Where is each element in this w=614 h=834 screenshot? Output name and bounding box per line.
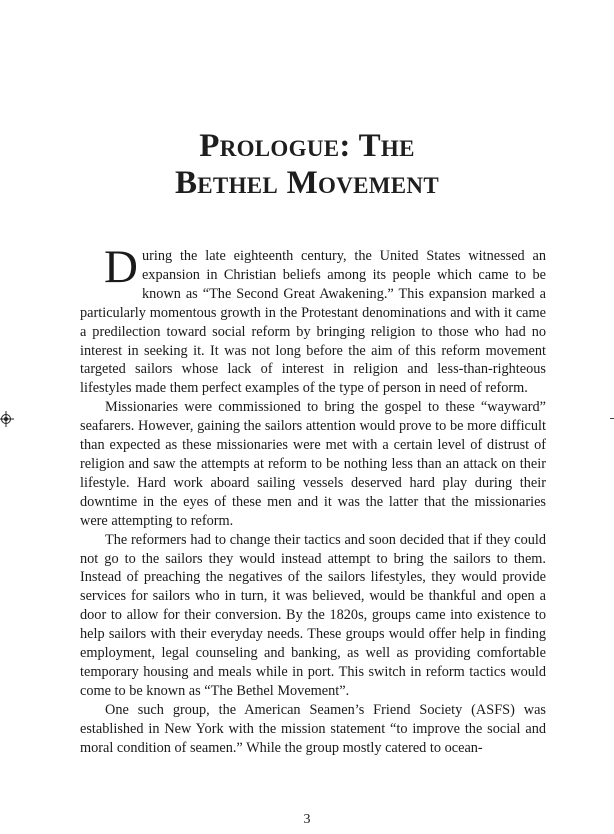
paragraph-1 [80, 241, 546, 398]
paragraph-2: Missionaries were commissioned to bring the gospel to these “wayward” seafarers. However, gaining the sailors attention would prove to be more difficult than expected as these missionaries were met with a certain level of distrust of religion and saw the attempts at reform to be nothing less than an attack on their lifestyle. Hard work aboard sailing vessels deserved hard play during their downtime in the eyes of these men and it was the latter that the missionaries were attempting to reform. [80, 399, 546, 529]
edge-tick-mark [610, 418, 614, 419]
chapter-title-line-1: Prologue: The [199, 128, 415, 164]
registration-mark-icon [0, 411, 14, 427]
chapter-title [0, 128, 614, 202]
chapter-title-line-2: Bethel Movement [174, 165, 439, 201]
paragraph-3: The reformers had to change their tactics and soon decided that if they could not go to the sailors they would instead attempt to bring the sailors to them. Instead of preaching the negatives of the sailors lifestyles, they would provide services for sailors who in turn, it was believed, would be thankful and open a door to allow for their conversion. By the 1820s, groups came into existence to help sailors with their everyday needs. These groups would offer help in finding employment, legal counseling and banking, as well as providing comfortable temporary housing and meals while in port. This switch in reform tactics would come to be known as “The Bethel Movement”. [80, 531, 546, 699]
paragraph-4: One such group, the American Seamen’s Friend Society (ASFS) was established in New York with the mission statement “to improve the social and moral condition of seamen.” While the group mostly catered to ocean- [80, 701, 546, 756]
body-text [80, 241, 546, 757]
paragraph-1-text: uring the late eighteenth century, the United States witnessed an expansion in Christian beliefs among its people which came to be known as “The Second Great Awakening.” This expansion marked a particularly momentous growth in the Protestant denominations and with it came a predilection toward social reform by bringing religion to those who had no interest in seeking it. It was not long before the aim of this reform movement targeted sailors whose lack of interest in religion and less-than-righteous lifestyles made them perfect examples of the type of person in need of reform. [80, 248, 546, 397]
page-number: 3 [303, 812, 311, 827]
drop-cap: D [104, 241, 138, 293]
